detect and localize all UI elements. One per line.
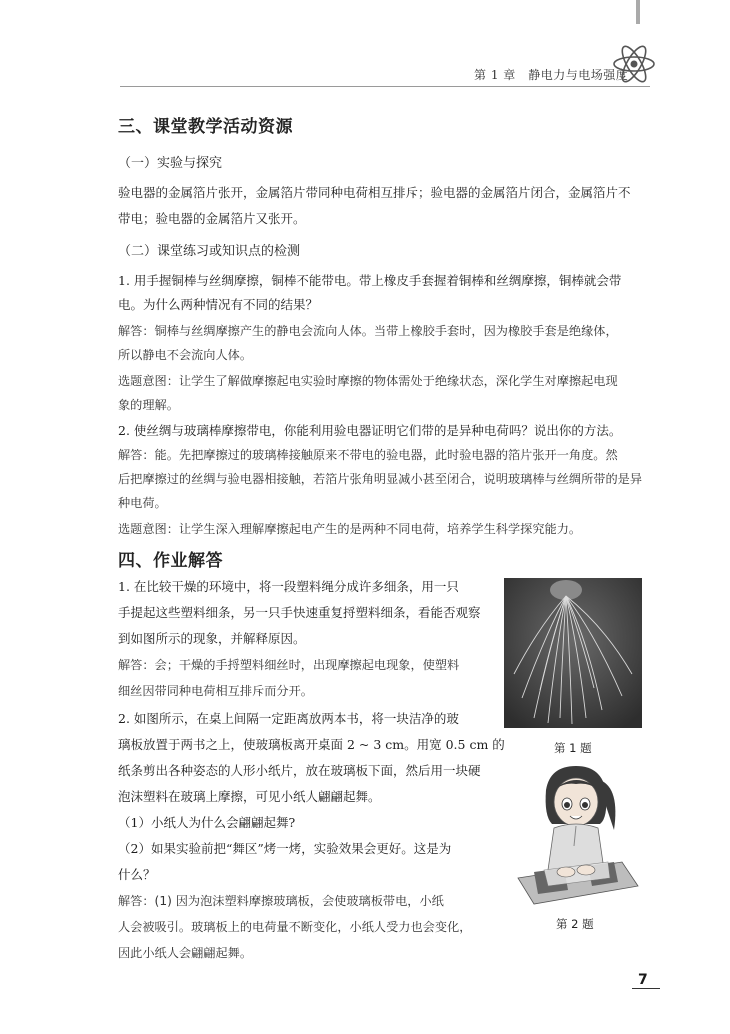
subsection-2-title: （二）课堂练习或知识点的检测 [118,244,301,259]
intent-line: 象的理解。 [118,398,179,412]
answer-line: 解答：铜棒与丝绸摩擦产生的静电会流向人体。当带上橡胶手套时，因为橡胶手套是绝缘体， [118,324,618,338]
answer-line: 解答：会；干燥的手捋塑料细丝时，出现摩擦起电现象，使塑料 [118,658,460,672]
answer-line: 解答：能。先把摩擦过的玻璃棒接触原来不带电的验电器，此时验电器的箔片张开一角度。然 [118,448,618,462]
paragraph-line: 带电；验电器的金属箔片又张开。 [118,211,306,226]
question-line: 2. 如图所示，在桌上间隔一定距离放两本书，将一块洁净的玻 [118,711,459,726]
answer-line: 解答：(1) 因为泡沫塑料摩擦玻璃板，会使玻璃板带电，小纸 [118,894,444,908]
section-3-title: 三、课堂教学活动资源 [118,117,293,137]
figure-2-girl-illustration [504,760,644,910]
question-line: 璃板放置于两书之上，使玻璃板离开桌面 2 ~ 3 cm。用宽 0.5 cm 的 [118,737,505,752]
paragraph-line: 验电器的金属箔片张开，金属箔片带同种电荷相互排斥；验电器的金属箔片闭合，金属箔片不 [118,185,631,200]
page-number-rule [632,988,660,989]
question-line: 2. 使丝绸与玻璃棒摩擦带电，你能利用验电器证明它们带的是异种电荷吗？说出你的方法。 [118,423,622,438]
sub-question-line: （2）如果实验前把“舞区”烤一烤，实验效果会更好。这是为 [118,841,452,856]
figure-1-plastic-strands-photo [504,578,642,728]
intent-line: 选题意图：让学生深入理解摩擦起电产生的是两种不同电荷，培养学生科学探究能力。 [118,522,582,536]
subsection-1-title: （一）实验与探究 [118,156,223,171]
question-line: 泡沫塑料在玻璃上摩擦，可见小纸人翩翩起舞。 [118,789,381,804]
question-line: 1. 在比较干燥的环境中，将一段塑料绳分成许多细条，用一只 [118,579,459,594]
atom-icon [610,40,658,88]
question-line: 电。为什么两种情况有不同的结果？ [118,297,319,312]
section-4-title: 四、作业解答 [118,551,223,571]
sub-question-line: 什么？ [118,867,156,882]
question-line: 1. 用手握铜棒与丝绸摩擦，铜棒不能带电。带上橡皮手套握着铜棒和丝绸摩擦，铜棒就会带 [118,273,622,288]
answer-line: 种电荷。 [118,496,167,510]
answer-line: 后把摩擦过的丝绸与验电器相接触，若箔片张角明显减小甚至闭合，说明玻璃棒与丝绸所带的是异 [118,472,643,486]
header-rule [120,86,650,87]
chapter-title: 第 1 章 静电力与电场强度 [474,68,629,82]
figure-2-caption: 第 2 题 [556,917,594,931]
answer-line: 人会被吸引。玻璃板上的电荷量不断变化，小纸人受力也会变化， [118,920,472,934]
page-number: 7 [638,972,648,988]
corner-tab [636,0,640,24]
answer-line: 所以静电不会流向人体。 [118,348,253,362]
figure-1-caption: 第 1 题 [554,741,592,755]
intent-line: 选题意图：让学生了解做摩擦起电实验时摩擦的物体需处于绝缘状态，深化学生对摩擦起电现 [118,374,618,388]
answer-line: 细丝因带同种电荷相互排斥而分开。 [118,684,313,698]
sub-question-line: （1）小纸人为什么会翩翩起舞? [118,815,296,830]
answer-line: 因此小纸人会翩翩起舞。 [118,946,253,960]
question-line: 手提起这些塑料细条，另一只手快速重复捋塑料细条，看能否观察 [118,605,481,620]
question-line: 到如图所示的现象，并解释原因。 [118,631,306,646]
question-line: 纸条剪出各种姿态的人形小纸片，放在玻璃板下面，然后用一块硬 [118,763,481,778]
